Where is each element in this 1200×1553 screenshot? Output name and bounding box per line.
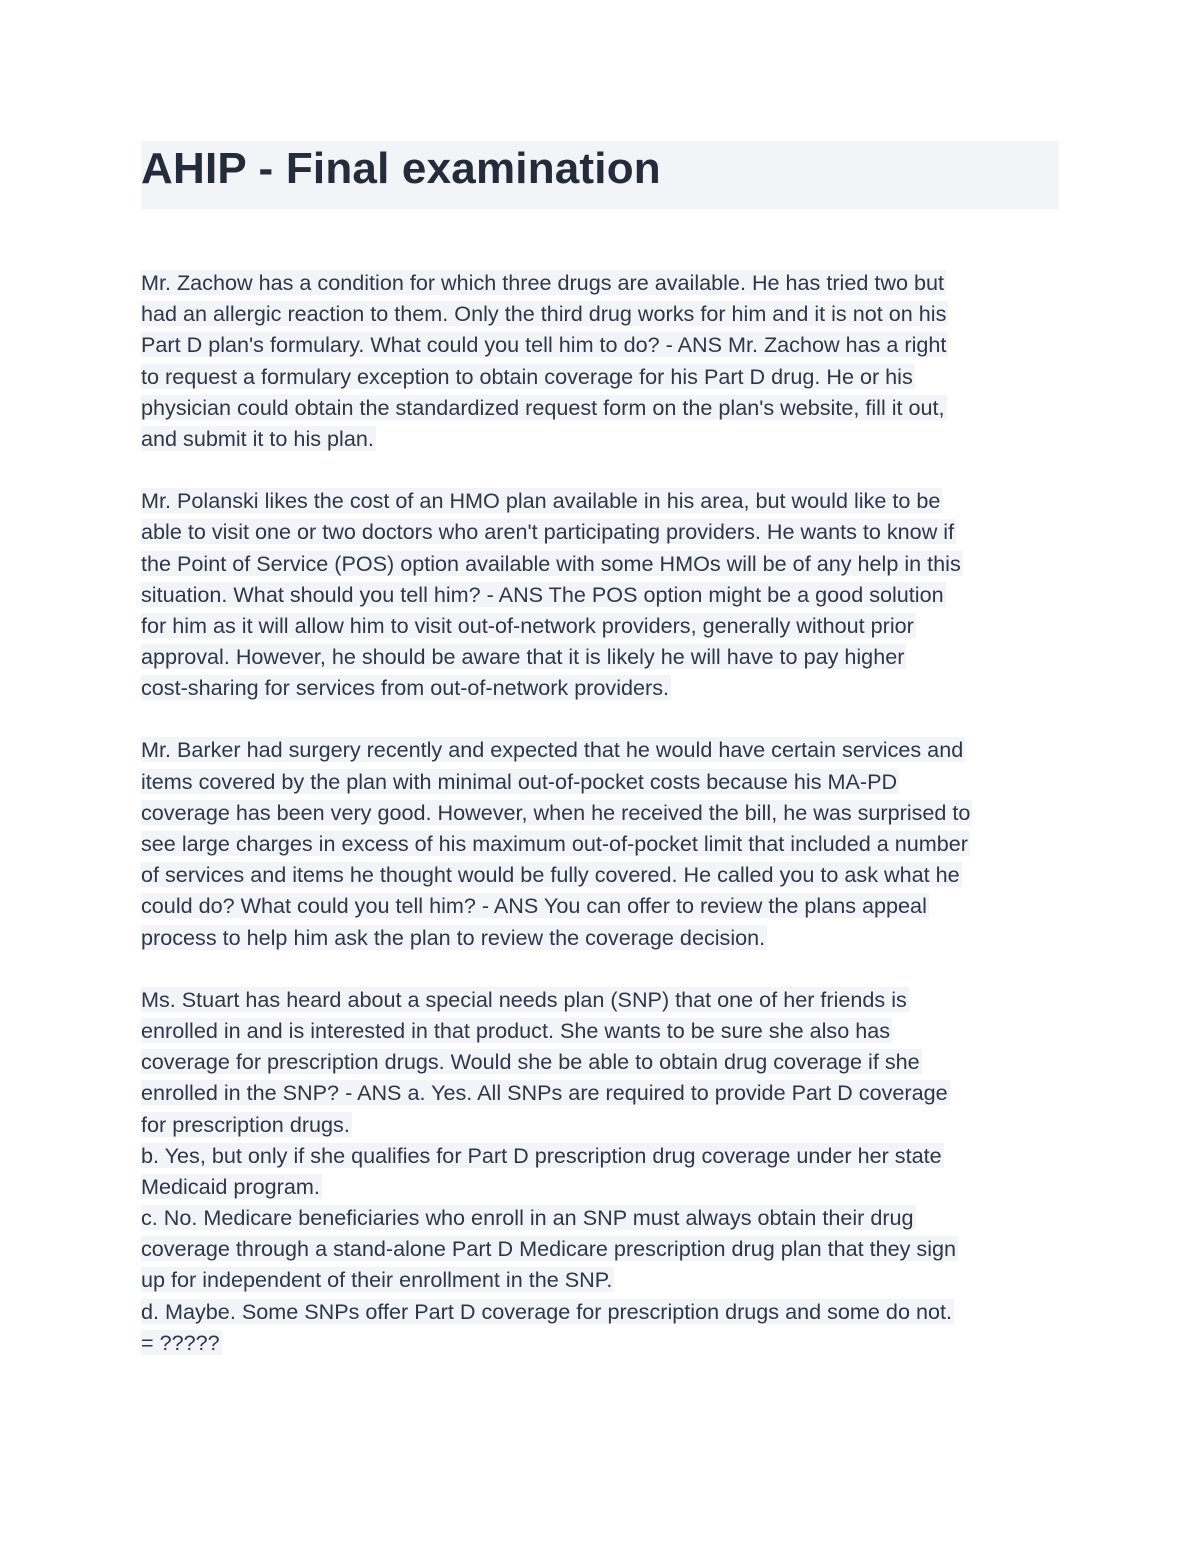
text-line [141,922,1053,953]
text-line [141,610,1053,641]
text-line-content: coverage for prescription drugs. Would she be able to obtain drug coverage if she [141,1049,920,1075]
text-line [141,361,1053,392]
text-line [141,298,1053,329]
text-line [141,1077,1053,1108]
text-line [141,1202,1053,1233]
text-line [141,1046,1053,1077]
text-line [141,1233,1053,1264]
text-line-content: Mr. Polanski likes the cost of an HMO plan available in his area, but would like to be [141,488,941,514]
text-line-content: up for independent of their enrollment in the SNP. [141,1267,613,1293]
text-line-content: Medicaid program. [141,1173,320,1199]
text-line-content: items covered by the plan with minimal out-of-pocket costs because his MA-PD [141,768,898,794]
text-line-content: coverage has been very good. However, when he received the bill, he was surprised to [141,799,971,825]
text-line-content: situation. What should you tell him? - ANS The POS option might be a good solution [141,581,944,607]
text-line [141,548,1053,579]
text-line-content: Part D plan's formulary. What could you tell him to do? - ANS Mr. Zachow has a right [141,332,947,358]
text-line [141,267,1053,298]
document-body [141,267,1053,1389]
qa-block [141,485,1053,703]
text-line-content: d. Maybe. Some SNPs offer Part D coverage for prescription drugs and some do not. [141,1298,952,1324]
text-line [141,984,1053,1015]
text-line-content: cost-sharing for services from out-of-network providers. [141,675,670,701]
text-line [141,734,1053,765]
text-line [141,859,1053,890]
text-line-content: had an allergic reaction to them. Only the third drug works for him and it is not on his [141,301,947,327]
page-title: AHIP - Final examination [141,144,661,193]
text-line-content: Ms. Stuart has heard about a special needs plan (SNP) that one of her friends is [141,986,907,1012]
text-line [141,423,1053,454]
text-line-content: approval. However, he should be aware that it is likely he will have to pay higher [141,644,905,670]
text-line [141,579,1053,610]
text-line-content: for him as it will allow him to visit out-of-network providers, generally without prior [141,612,914,638]
text-line-content: see large charges in excess of his maximum out-of-pocket limit that included a number [141,831,968,856]
text-line [141,329,1053,360]
text-line [141,641,1053,672]
text-line [141,890,1053,921]
text-line-content: the Point of Service (POS) option available with some HMOs will be of any help in this [141,550,961,576]
text-line-content: coverage through a stand-alone Part D Medicare prescription drug plan that they sign [141,1236,957,1262]
qa-block [141,267,1053,454]
text-line [141,672,1053,703]
text-line-content: b. Yes, but only if she qualifies for Part D prescription drug coverage under her state [141,1142,942,1168]
text-line-content: = ????? [141,1329,220,1355]
text-line [141,797,1053,828]
qa-block [141,984,1053,1358]
text-line [141,1140,1053,1171]
text-line-content: physician could obtain the standardized request form on the plan's website, fill it out, [141,394,945,420]
text-line-content: to request a formulary exception to obtain coverage for his Part D drug. He or his [141,363,913,389]
text-line [141,1296,1053,1327]
text-line-content: enrolled in and is interested in that product. She wants to be sure she also has [141,1017,891,1043]
text-line [141,1015,1053,1046]
text-line-content: Mr. Barker had surgery recently and expected that he would have certain services and [141,737,964,763]
text-line [141,766,1053,797]
text-line [141,828,1053,859]
text-line-content: enrolled in the SNP? - ANS a. Yes. All SNPs are required to provide Part D coverage [141,1080,948,1106]
text-line [141,1171,1053,1202]
text-line-content: c. No. Medicare beneficiaries who enroll in an SNP must always obtain their drug [141,1205,914,1231]
text-line [141,1264,1053,1295]
text-line-content: for prescription drugs. [141,1111,350,1137]
text-line-content: could do? What could you tell him? - ANS You can offer to review the plans appeal [141,893,927,919]
text-line-content: able to visit one or two doctors who aren't participating providers. He wants to know if [141,519,955,545]
text-line [141,485,1053,516]
text-line [141,1109,1053,1140]
text-line-content: of services and items he thought would be fully covered. He called you to ask what he [141,862,960,888]
text-line-content: process to help him ask the plan to review the coverage decision. [141,924,766,950]
text-line [141,1327,1053,1358]
text-line-content: and submit it to his plan. [141,425,374,451]
text-line-content: Mr. Zachow has a condition for which three drugs are available. He has tried two but [141,270,944,295]
text-line [141,392,1053,423]
text-line [141,516,1053,547]
qa-block [141,734,1053,952]
